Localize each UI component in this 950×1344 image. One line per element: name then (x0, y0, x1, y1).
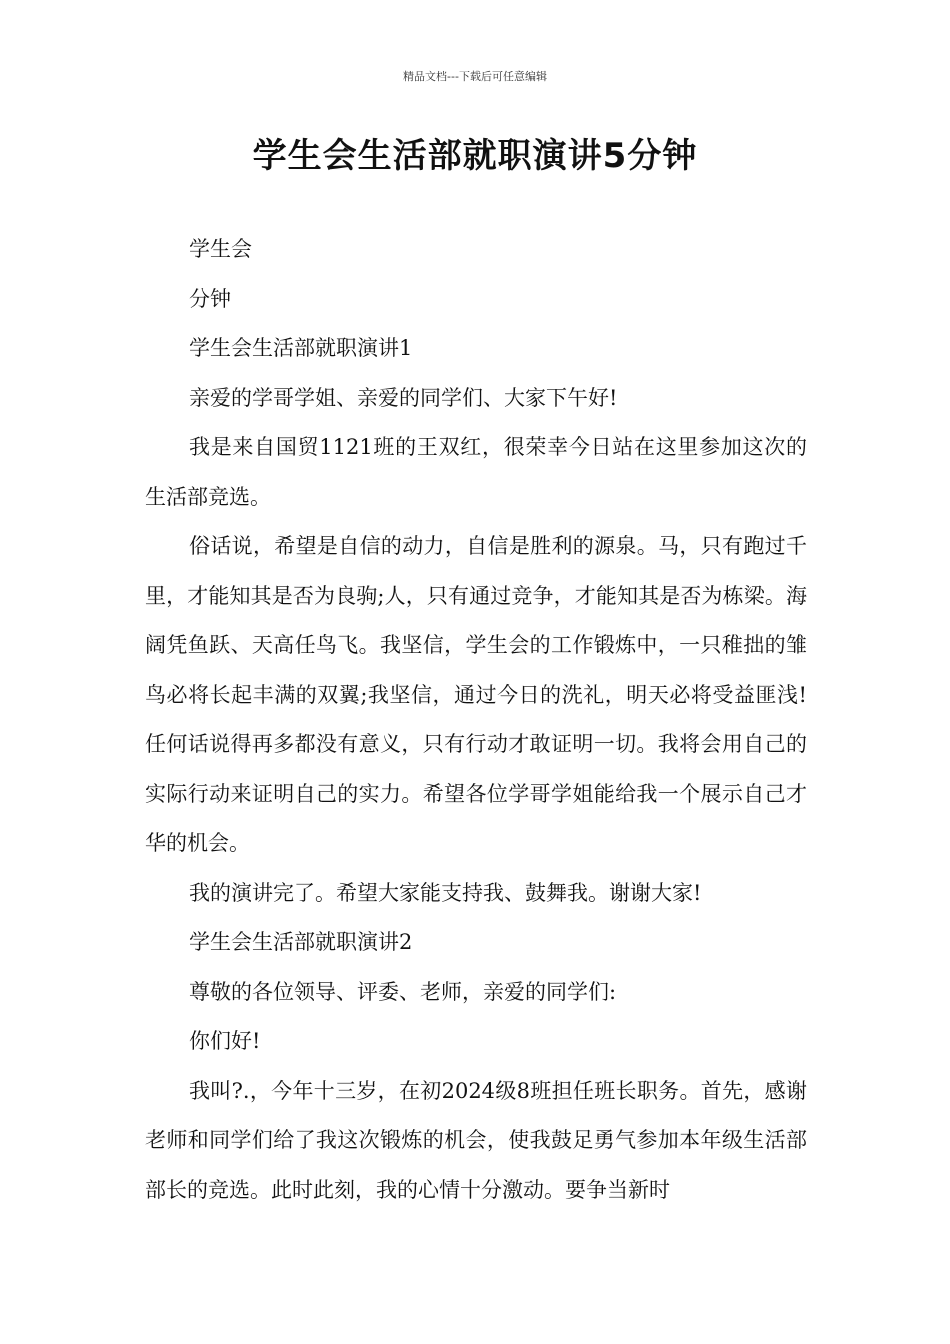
paragraph: 我叫?.，今年十三岁，在初2024级8班担任班长职务。首先，感谢老师和同学们给了我这次锻炼的机会，使我鼓足勇气参加本年级生活部部长的竞选。此时此刻，我的心情十分激动。要争当新时 (145, 1078, 807, 1202)
paragraph: 学生会 (189, 237, 252, 261)
paragraph: 尊敬的各位领导、评委、老师，亲爱的同学们: (189, 979, 617, 1004)
document-body (145, 225, 807, 1215)
paragraph: 亲爱的学哥学姐、亲爱的同学们、大家下午好! (189, 385, 618, 410)
paragraph: 你们好! (189, 1029, 261, 1053)
paragraph: 学生会生活部就职演讲2 (189, 930, 413, 954)
paragraph: 分钟 (189, 286, 231, 311)
paragraph: 我是来自国贸1121班的王双红，很荣幸今日站在这里参加这次的生活部竞选。 (145, 435, 807, 509)
paragraph: 我的演讲完了。希望大家能支持我、鼓舞我。谢谢大家! (189, 880, 702, 905)
paragraph: 学生会生活部就职演讲1 (189, 336, 413, 360)
header-note: 精品文档---下载后可任意编辑 (403, 70, 547, 83)
document-title: 学生会生活部就职演讲5分钟 (252, 136, 698, 176)
paragraph: 俗话说，希望是自信的动力，自信是胜利的源泉。马，只有跑过千里，才能知其是否为良驹;人，只有通过竞争，才能知其是否为栋梁。海阔凭鱼跃、天高任鸟飞。我坚信，学生会的工作锻炼中，一只稚拙的雏鸟必将长起丰满的双翼;我坚信，通过今日的洗礼，明天必将受益匪浅!任何话说得再多都没有意义，只有行动才敢证明一切。我将会用自己的实际行动来证明自己的实力。希望各位学哥学姐能给我一个展示自己才华的机会。 (145, 534, 807, 855)
